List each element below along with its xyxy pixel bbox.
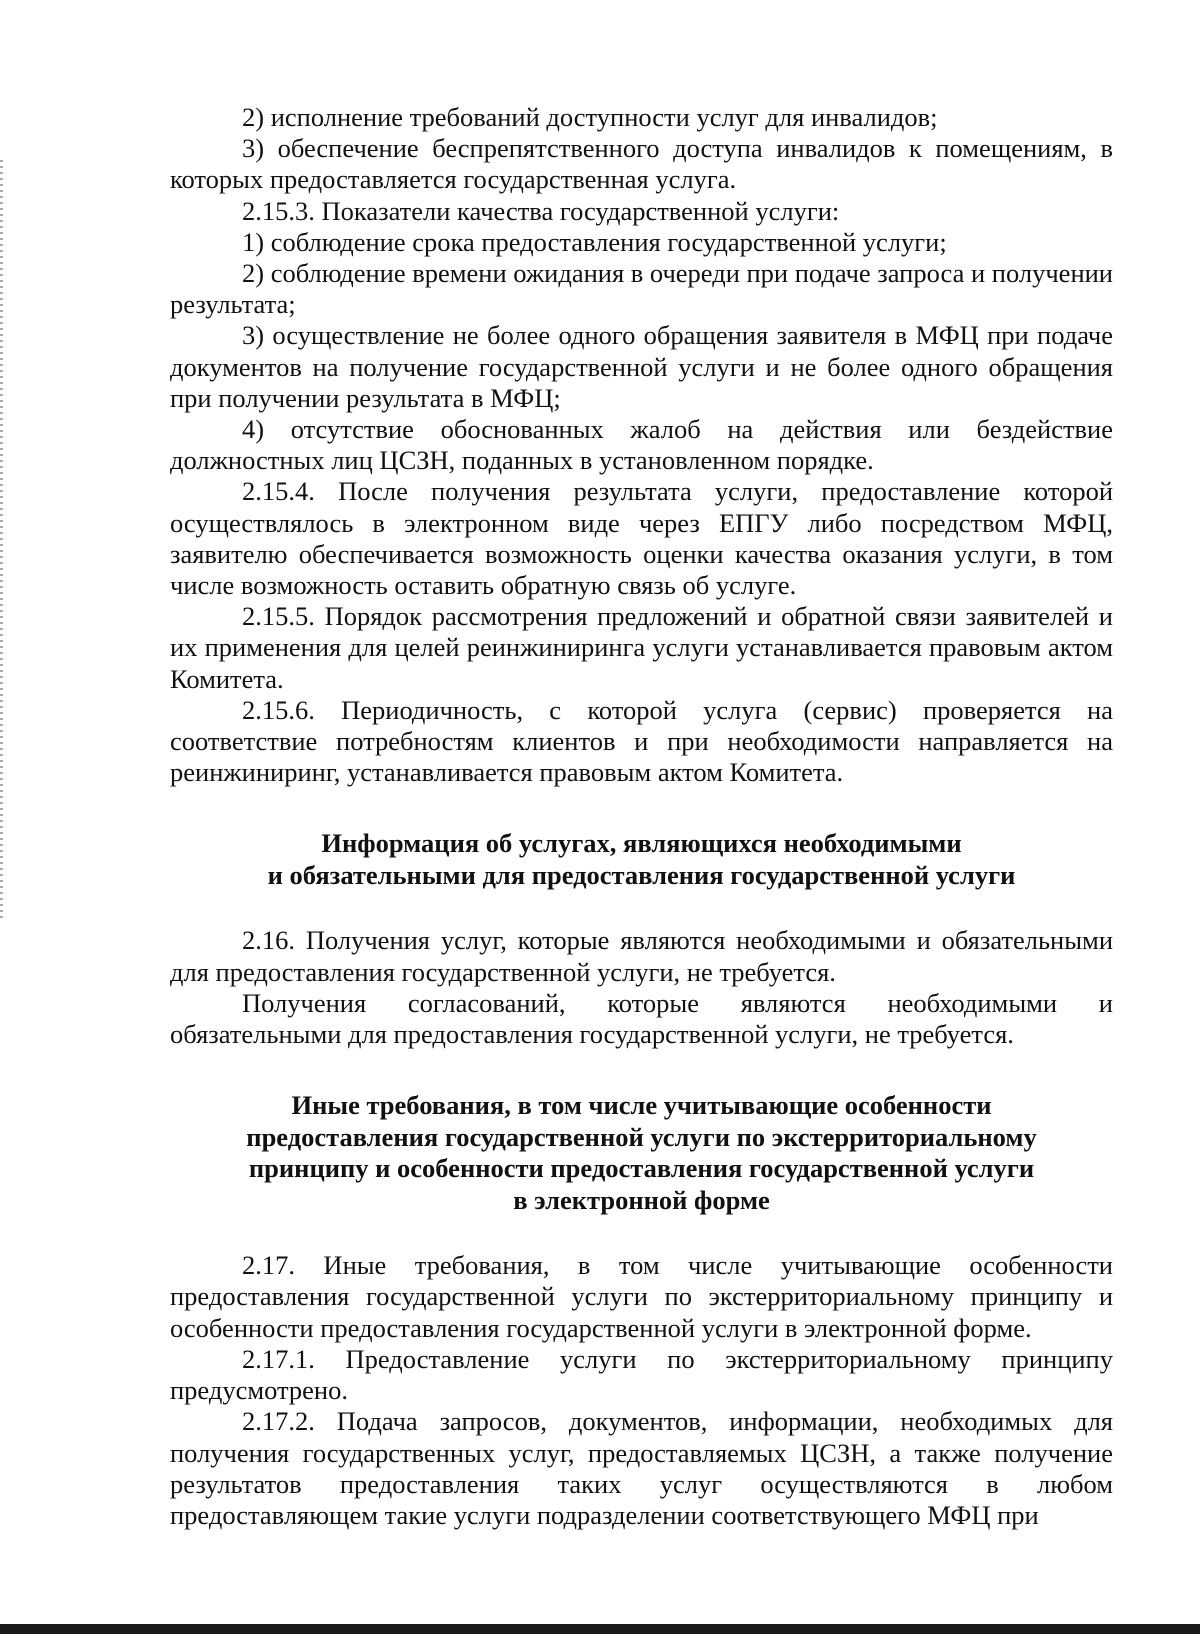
- section-heading-services: [170, 828, 1113, 891]
- paragraph: 1) соблюдение срока предоставления государственной услуги;: [242, 226, 947, 257]
- section-heading-other-requirements: [170, 1090, 1113, 1216]
- scan-edge-marks: [0, 160, 3, 920]
- heading-line: принципу и особенности предоставления государственной услуги: [248, 1153, 1035, 1184]
- paragraph: 2) исполнение требований доступности услуг для инвалидов;: [242, 102, 938, 132]
- paragraph: 2.15.3. Показатели качества государственной услуги:: [242, 195, 840, 226]
- paragraph: 4) отсутствие обоснованных жалоб на действия или бездействие должностных лиц ЦСЗН, поданных в установленном порядке.: [170, 414, 1113, 476]
- paragraph: 2.17.2. Подача запросов, документов, информации, необходимых для получения государственных услуг, предоставляемых ЦСЗН, а также получение результатов предоставления таких услуг осуществляются в любом предоставляющем такие услуги подразделении соответствующего МФЦ при: [170, 1406, 1113, 1530]
- spacer: [170, 1050, 1113, 1090]
- heading-line: в электронной форме: [513, 1184, 770, 1215]
- scan-bottom-edge: [0, 1624, 1200, 1634]
- paragraph: 2.16. Получения услуг, которые являются необходимыми и обязательными для предоставления государственной услуги, не требуется.: [170, 925, 1113, 987]
- heading-line: Информация об услугах, являющихся необходимыми: [321, 828, 962, 859]
- paragraph: 2.15.4. После получения результата услуги, предоставление которой осуществлялось в электронном виде через ЕПГУ либо посредством МФЦ, заявителю обеспечивается возможность оценки качества оказания услуги, в том числе возможность оставить обратную связь об услуге.: [170, 476, 1113, 601]
- paragraph: 2.17.1. Предоставление услуги по экстерриториальному принципу предусмотрено.: [170, 1343, 1113, 1406]
- heading-line: Иные требования, в том числе учитывающие особенности: [291, 1090, 992, 1121]
- paragraph: 3) обеспечение беспрепятственного доступа инвалидов к помещениям, в которых предоставляется государственная услуга.: [170, 133, 1113, 195]
- heading-line: и обязательными для предоставления государственной услуги: [267, 859, 1016, 890]
- paragraph: Получения согласований, которые являются необходимыми и обязательными для предоставления государственной услуги, не требуется.: [170, 987, 1113, 1050]
- paragraph: 2.17. Иные требования, в том числе учитывающие особенности предоставления государственной услуги по экстерриториальному принципу и особенности предоставления государственной услуги в электронной форме.: [170, 1250, 1113, 1343]
- spacer: [170, 891, 1113, 925]
- heading-line: предоставления государственной услуги по экстерриториальному: [246, 1121, 1037, 1152]
- spacer: [170, 1216, 1113, 1250]
- paragraph: 2) соблюдение времени ожидания в очереди при подаче запроса и получении результата;: [170, 258, 1113, 320]
- paragraph: 2.15.5. Порядок рассмотрения предложений и обратной связи заявителей и их применения для целей реинжиниринга услуги устанавливается правовым актом Комитета.: [170, 601, 1113, 694]
- document-page: [170, 102, 1113, 1531]
- paragraph: 3) осуществление не более одного обращения заявителя в МФЦ при подаче документов на получение государственной услуги и не более одного обращения при получении результата в МФЦ;: [170, 320, 1113, 413]
- spacer: [170, 788, 1113, 828]
- paragraph: 2.15.6. Периодичность, с которой услуга (сервис) проверяется на соответствие потребностям клиентов и при необходимости направляется на реинжиниринг, устанавливается правовым актом Комитета.: [170, 694, 1113, 788]
